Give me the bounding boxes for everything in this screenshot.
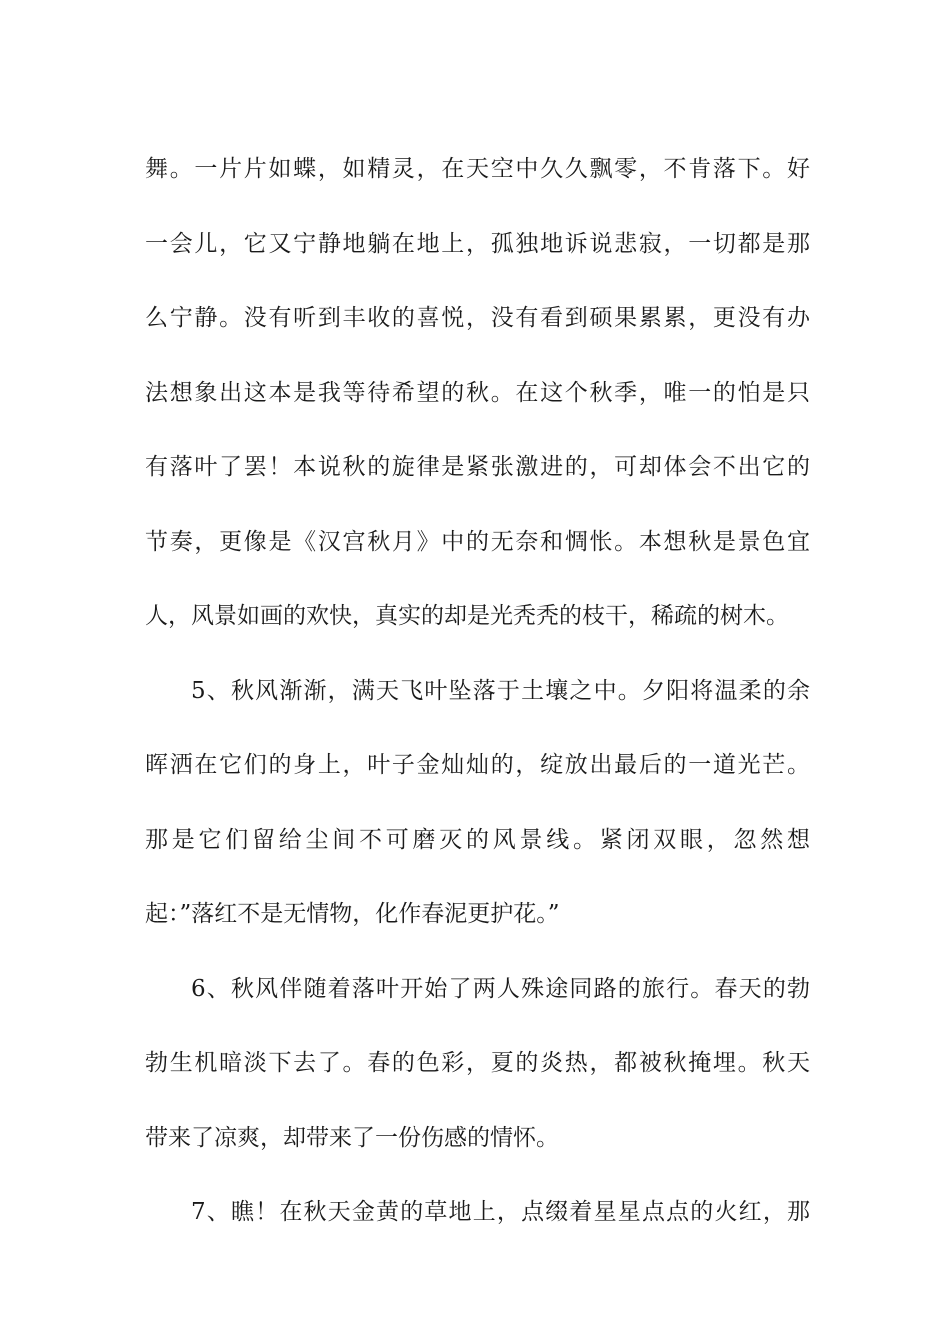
text-line: 晖洒在它们的身上，叶子金灿灿的，绽放出最后的一道光芒。 <box>145 752 810 778</box>
text-line: 起：”落红不是无情物，化作春泥更护花。” <box>145 901 560 927</box>
text-line: 么宁静。没有听到丰收的喜悦，没有看到硕果累累，更没有办 <box>145 305 810 331</box>
body-text <box>145 132 810 1250</box>
text-line: 勃生机暗淡下去了。春的色彩，夏的炎热，都被秋掩埋。秋天 <box>145 1050 810 1076</box>
text-line: 法想象出这本是我等待希望的秋。在这个秋季，唯一的怕是只 <box>145 379 810 406</box>
paragraph-6-start: 6、秋风伴随着落叶开始了两人殊途同路的旅行。春天的勃 <box>191 975 810 1002</box>
paragraph-7-start: 7、瞧！在秋天金黄的草地上，点缀着星星点点的火红，那 <box>191 1199 810 1225</box>
text-line: 带来了凉爽，却带来了一份伤感的情怀。 <box>145 1124 559 1151</box>
text-line: 人，风景如画的欢快，真实的却是光秃秃的枝干，稀疏的树木。 <box>145 603 789 629</box>
text-line: 舞。一片片如蝶，如精灵，在天空中久久飘零，不肯落下。好 <box>145 156 810 182</box>
paragraph-5-start: 5、秋风渐渐，满天飞叶坠落于土壤之中。夕阳将温柔的余 <box>191 677 810 704</box>
text-line: 有落叶了罢！本说秋的旋律是紧张激进的，可却体会不出它的 <box>145 454 810 480</box>
text-line: 一会儿，它又宁静地躺在地上，孤独地诉说悲寂，一切都是那 <box>145 230 810 257</box>
text-line: 那是它们留给尘间不可磨灭的风景线。紧闭双眼，忽然想 <box>145 826 810 853</box>
text-line: 节奏，更像是《汉宫秋月》中的无奈和惆怅。本想秋是景色宜 <box>145 528 810 555</box>
